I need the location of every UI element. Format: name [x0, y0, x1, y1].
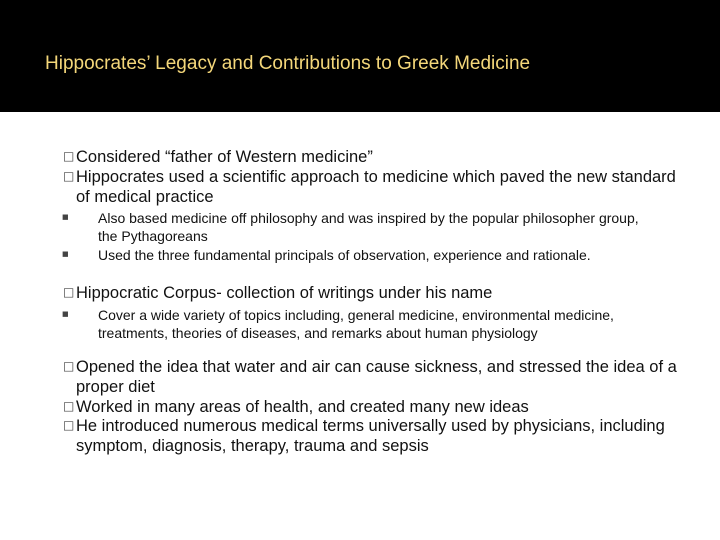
slide-title: Hippocrates’ Legacy and Contributions to Greek Medicine [45, 53, 531, 74]
sub-bullet-item-topics [62, 306, 658, 342]
bullet-text: Worked in many areas of health, and created many new ideas [76, 398, 529, 416]
sub-bullet-item-philosophy [62, 209, 658, 245]
square-bullet-icon: □ [63, 149, 75, 163]
square-bullet-icon: □ [63, 418, 75, 432]
square-bullet-icon: □ [63, 169, 75, 183]
bullet-item-water-and-air [63, 357, 686, 397]
small-square-bullet-icon: ■ [62, 310, 69, 318]
small-square-bullet-icon: ■ [62, 250, 69, 258]
sub-bullet-text: Used the three fundamental principals of observation, experience and rationale. [98, 247, 591, 263]
bullet-text: Hippocrates used a scientific approach to medicine which paved the new standard of medical practice [76, 168, 676, 206]
bullet-item-father-of-medicine [63, 147, 686, 167]
sub-bullet-text: Also based medicine off philosophy and was inspired by the popular philosopher group, the Pythagoreans [98, 210, 639, 244]
square-bullet-icon: □ [63, 359, 75, 373]
bullet-item-areas-of-health [63, 397, 686, 417]
bullet-text: He introduced numerous medical terms universally used by physicians, including symptom, diagnosis, therapy, trauma and sepsis [76, 417, 665, 455]
bullet-text: Considered “father of Western medicine” [76, 148, 373, 166]
sub-bullet-item-principals [62, 246, 658, 264]
square-bullet-icon: □ [63, 285, 75, 299]
bullet-text: Opened the idea that water and air can cause sickness, and stressed the idea of a proper diet [76, 358, 677, 396]
small-square-bullet-icon: ■ [62, 213, 69, 221]
bullet-item-scientific-approach [63, 167, 686, 207]
bullet-text: Hippocratic Corpus- collection of writings under his name [76, 284, 493, 302]
square-bullet-icon: □ [63, 399, 75, 413]
sub-bullet-text: Cover a wide variety of topics including, general medicine, environmental medicine, treatments, theories of diseases, and remarks about human physiology [98, 307, 614, 341]
bullet-item-hippocratic-corpus [63, 283, 686, 303]
bullet-item-medical-terms [63, 416, 686, 456]
